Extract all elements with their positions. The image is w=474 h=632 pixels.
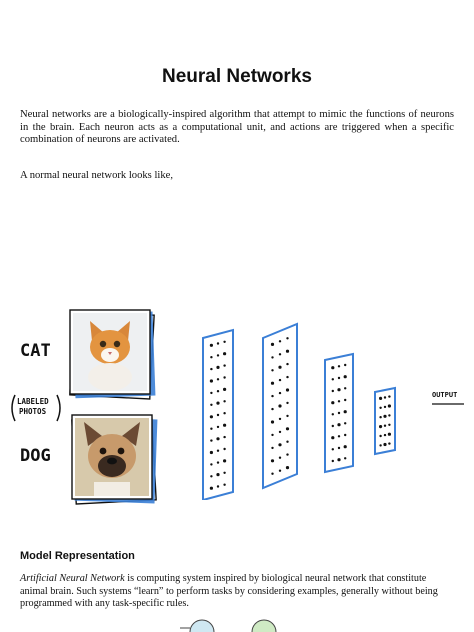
neuron-dot — [338, 377, 340, 379]
neuron-dot — [217, 461, 219, 463]
neuron-dot — [279, 431, 281, 433]
neuron-dot — [223, 364, 225, 366]
neuron-dot — [344, 387, 346, 389]
neuron-dot — [217, 485, 219, 487]
neuron-dot — [279, 353, 281, 355]
neuron-dot — [210, 392, 212, 394]
neuron-dot — [388, 404, 391, 407]
neuron-dot — [344, 399, 346, 401]
neuron-dot — [210, 451, 213, 454]
neuron-dot — [331, 366, 334, 369]
neuron-dot — [279, 392, 281, 394]
neuron-dot — [217, 414, 219, 416]
neuron-dot — [210, 356, 212, 358]
neuron-dot — [383, 443, 386, 446]
network-layers — [195, 320, 405, 500]
neuron-dot — [286, 388, 289, 391]
neuron-dot — [344, 422, 346, 424]
neuron-dot — [217, 450, 219, 452]
neuron-dot — [286, 415, 288, 417]
neuron-dot — [332, 413, 334, 415]
neuron-dot — [286, 376, 288, 378]
neuron-dot — [388, 424, 390, 426]
dog-photo — [64, 410, 162, 508]
neuron-dot — [338, 435, 340, 437]
neuron-dot — [279, 340, 281, 342]
neuron-dot — [379, 425, 382, 428]
bottom-diagram-fragment — [180, 616, 290, 632]
neuron-dot — [344, 410, 347, 413]
neuron-dot — [332, 425, 334, 427]
neuron-dot — [271, 420, 274, 423]
neuron-dot — [278, 366, 281, 369]
neuron-dot — [223, 484, 225, 486]
neuron-dot — [278, 443, 281, 446]
neuron-dot — [216, 402, 219, 405]
neuron-dot — [217, 378, 219, 380]
neuron-dot — [210, 379, 213, 382]
neuron-dot — [216, 366, 219, 369]
cat-label: CAT — [20, 341, 51, 361]
neuron-dot — [210, 487, 213, 490]
neuron-dot — [388, 414, 390, 416]
neuron-dot — [271, 408, 273, 410]
neuron-dot — [286, 427, 289, 430]
labeled-photos-line1: LABELED — [17, 397, 49, 406]
neuron-dot — [379, 444, 381, 446]
neuron-dot — [338, 400, 340, 402]
neuron-dot — [344, 364, 346, 366]
neuron-dot — [379, 397, 382, 400]
neuron-dot — [271, 395, 273, 397]
neuron-dot — [344, 434, 346, 436]
neuron-dot — [384, 434, 386, 436]
neuron-dot — [286, 350, 289, 353]
neuron-dot — [338, 412, 340, 414]
neuron-dot — [338, 447, 340, 449]
labeled-photos-line2: PHOTOS — [19, 407, 47, 416]
neuron-dot — [286, 466, 289, 469]
neuron-dot — [216, 437, 219, 440]
neuron-dot — [210, 368, 212, 370]
neuron-dot — [271, 447, 273, 449]
neuron-dot — [384, 406, 386, 408]
ann-description: is computing system inspired by biological neural network that constitute animal brain. Such systems “learn” to perform tasks by considering examples, generally without being programmed with any task-specific rules. — [20, 573, 438, 610]
neuron-dot — [286, 441, 288, 443]
neuron-dot — [279, 470, 281, 472]
neuron-dot — [379, 435, 381, 437]
neuron-dot — [210, 344, 213, 347]
neuron-dot — [384, 425, 386, 427]
model-representation-paragraph — [20, 573, 454, 611]
neuron-dot — [271, 369, 273, 371]
neuron-dot — [223, 448, 225, 450]
neuron-dot — [223, 436, 225, 438]
output-label: OUTPUT — [432, 391, 458, 399]
neuron-dot — [210, 475, 212, 477]
neuron-dot — [216, 473, 219, 476]
neuron-dot — [279, 457, 281, 459]
neuron-dot — [344, 445, 347, 448]
neuron-dot — [223, 472, 225, 474]
intro-paragraph: Neural networks are a biologically-inspired algorithm that attempt to mimic the functions of neurons in the brain. Each neuron acts as a computational unit, and actions are triggered when a specific combination of neurons are activated. — [20, 109, 454, 146]
neuron-dot — [223, 424, 226, 427]
dog-label: DOG — [20, 446, 51, 466]
neuron-dot — [223, 352, 226, 355]
neuron-dot — [223, 376, 225, 378]
neuron-dot — [379, 407, 381, 409]
neuron-dot — [337, 423, 340, 426]
neuron-dot — [271, 356, 273, 358]
neuron-dot — [331, 401, 334, 404]
output-underline — [432, 402, 466, 406]
neuron-dot — [210, 439, 212, 441]
neuron-dot — [286, 337, 288, 339]
neuron-dot — [223, 341, 225, 343]
neuron-dot — [286, 363, 288, 365]
neuron-dot — [286, 402, 288, 404]
neuron-dot — [344, 457, 346, 459]
neuron-dot — [223, 412, 225, 414]
neuron-dot — [217, 426, 219, 428]
neuron-dot — [278, 404, 281, 407]
neuron-dot — [217, 354, 219, 356]
neuron-dot — [279, 379, 281, 381]
network-intro-line: A normal neural network looks like, — [20, 170, 173, 181]
neuron-dot — [331, 436, 334, 439]
neuron-dot — [337, 458, 340, 461]
neuron-dot — [271, 382, 274, 385]
neuron-dot — [223, 388, 226, 391]
neuron-dot — [388, 433, 391, 436]
neuron-dot — [210, 404, 212, 406]
neuron-dot — [338, 365, 340, 367]
neuron-dot — [271, 434, 273, 436]
neuron-dot — [271, 473, 273, 475]
neuron-dot — [332, 448, 334, 450]
neuron-dot — [388, 395, 390, 397]
neuron-dot — [332, 378, 334, 380]
neuron-dot — [279, 418, 281, 420]
neuron-dot — [286, 453, 288, 455]
neuron-dot — [332, 390, 334, 392]
neuron-dot — [271, 343, 274, 346]
neuron-dot — [388, 442, 390, 444]
section-heading: Model Representation — [20, 550, 135, 562]
neuron-dot — [384, 396, 386, 398]
neuron-dot — [383, 415, 386, 418]
neuron-dot — [210, 463, 212, 465]
neuron-dot — [217, 390, 219, 392]
neuron-dot — [210, 415, 213, 418]
page-title: Neural Networks — [162, 66, 312, 87]
cat-photo — [62, 305, 160, 403]
neuron-dot — [223, 400, 225, 402]
neuron-dot — [379, 416, 381, 418]
neuron-dot — [337, 388, 340, 391]
neuron-dot — [271, 459, 274, 462]
neuron-dot — [344, 375, 347, 378]
neuron-dot — [217, 342, 219, 344]
neuron-dot — [210, 428, 212, 430]
ann-term: Artificial Neural Network — [20, 573, 125, 584]
neuron-dot — [332, 460, 334, 462]
neuron-dot — [223, 459, 226, 462]
